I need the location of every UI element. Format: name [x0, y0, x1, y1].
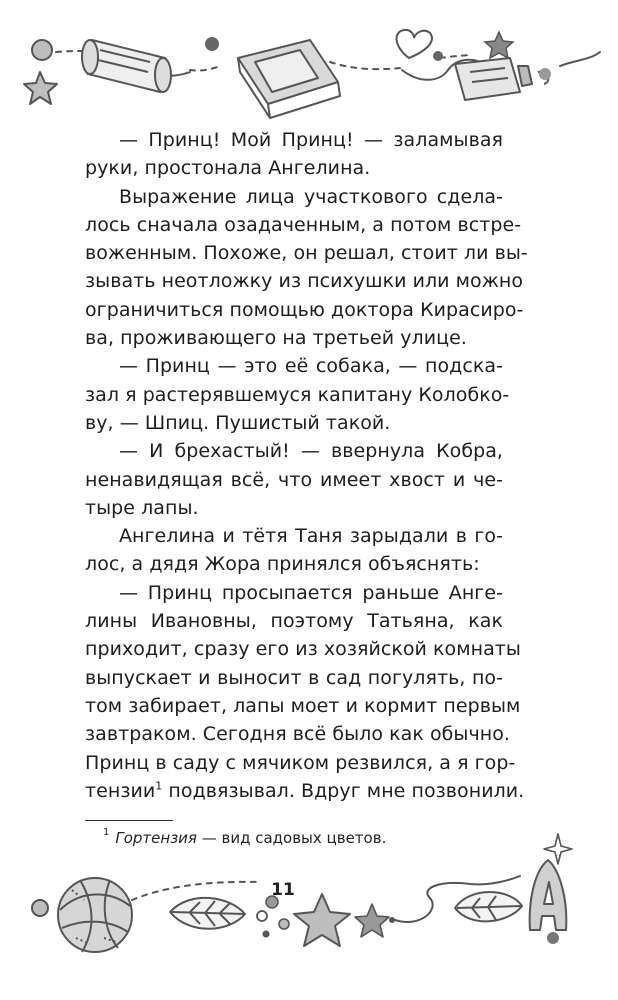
- bottom-decoration: [0, 820, 618, 1000]
- bottom-dashed-trail: [132, 882, 260, 900]
- text-line: — Принц просыпается раньше Анге-: [119, 581, 503, 604]
- star-icon: [355, 904, 389, 937]
- page-number: 11: [271, 880, 295, 900]
- text-fragment: подвязывал. Вдруг мне позвонили.: [162, 779, 525, 802]
- dot-icon: [433, 51, 443, 61]
- text-line: — Принц — это её собака, — подска-: [119, 355, 503, 378]
- text-line: ву, — Шпиц. Пушистый такой.: [85, 411, 391, 434]
- footnote-marker: 1: [103, 827, 110, 838]
- text-line: Выражение лица участкового сдела-: [119, 185, 503, 208]
- text-line: воженным. Похоже, он решал, стоит ли вы-: [85, 242, 528, 265]
- text-line: зал я растерявшемуся капитану Колобко-: [85, 383, 510, 406]
- text-line: Ангелина и тётя Таня зарыдали в го-: [119, 525, 503, 548]
- dot-icon: [205, 37, 219, 51]
- body-text: [85, 126, 528, 805]
- text-line: Принц в саду с мячиком резвился, а я гор-: [85, 751, 516, 774]
- dot-icon: [32, 40, 52, 60]
- top-decoration: [0, 0, 618, 120]
- star-icon: [485, 32, 513, 58]
- tube-icon: [455, 58, 548, 100]
- dot-icon: [389, 917, 395, 923]
- text-fragment: тензии: [85, 779, 156, 802]
- book-icon: [238, 40, 340, 118]
- footnote-text: — вид садовых цветов.: [196, 829, 387, 847]
- star-icon: [294, 894, 350, 946]
- dot-icon: [263, 931, 270, 938]
- leaf-icon: [170, 898, 245, 929]
- text-line: тыре лапы.: [85, 496, 199, 519]
- text-line: лось сначала озадаченным, а потом встре-: [85, 213, 522, 236]
- text-line: выпускает и выносит в сад погулять, по-: [85, 666, 503, 689]
- text-line: ограничиться помощью доктора Кирасиро-: [85, 298, 524, 321]
- scroll-icon: [82, 40, 171, 92]
- dot-icon: [547, 932, 559, 944]
- text-line: руки, простонала Ангелина.: [85, 157, 371, 180]
- text-line: лос, а дядя Жора принялся объяснять:: [85, 553, 480, 576]
- footnote-reference: 1: [155, 779, 163, 793]
- dot-icon: [32, 900, 48, 916]
- heart-icon: [397, 30, 432, 58]
- text-line: — Принц! Мой Принц! — заламывая: [119, 129, 503, 151]
- letter-a-icon: [530, 860, 567, 930]
- dot-icon: [279, 919, 289, 929]
- text-line: том забирает, лапы моет и кормит первым: [85, 694, 521, 717]
- text-line: зывать неотложку из психушки или можно: [85, 270, 524, 293]
- text-line: завтраком. Сегодня всё было как обычно.: [85, 723, 510, 746]
- dot-icon: [257, 911, 267, 921]
- dot-icon: [539, 68, 551, 80]
- text-line: приходит, сразу его из хозяйской комнаты: [85, 638, 521, 661]
- star-icon: [24, 72, 57, 104]
- text-line: лины Ивановны, поэтому Татьяна, как: [85, 610, 503, 633]
- text-line: — И брехастый! — ввернула Кобра,: [119, 440, 503, 463]
- text-line: ва, проживающего на третьей улице.: [85, 327, 467, 350]
- leaf-icon: [455, 892, 522, 921]
- footnote-term: Гортензия: [115, 829, 197, 847]
- text-line-with-footnote-ref: [85, 777, 525, 805]
- text-line: ненавидящая всё, что имеет хвост и че-: [85, 468, 503, 491]
- ball-icon: [58, 878, 132, 952]
